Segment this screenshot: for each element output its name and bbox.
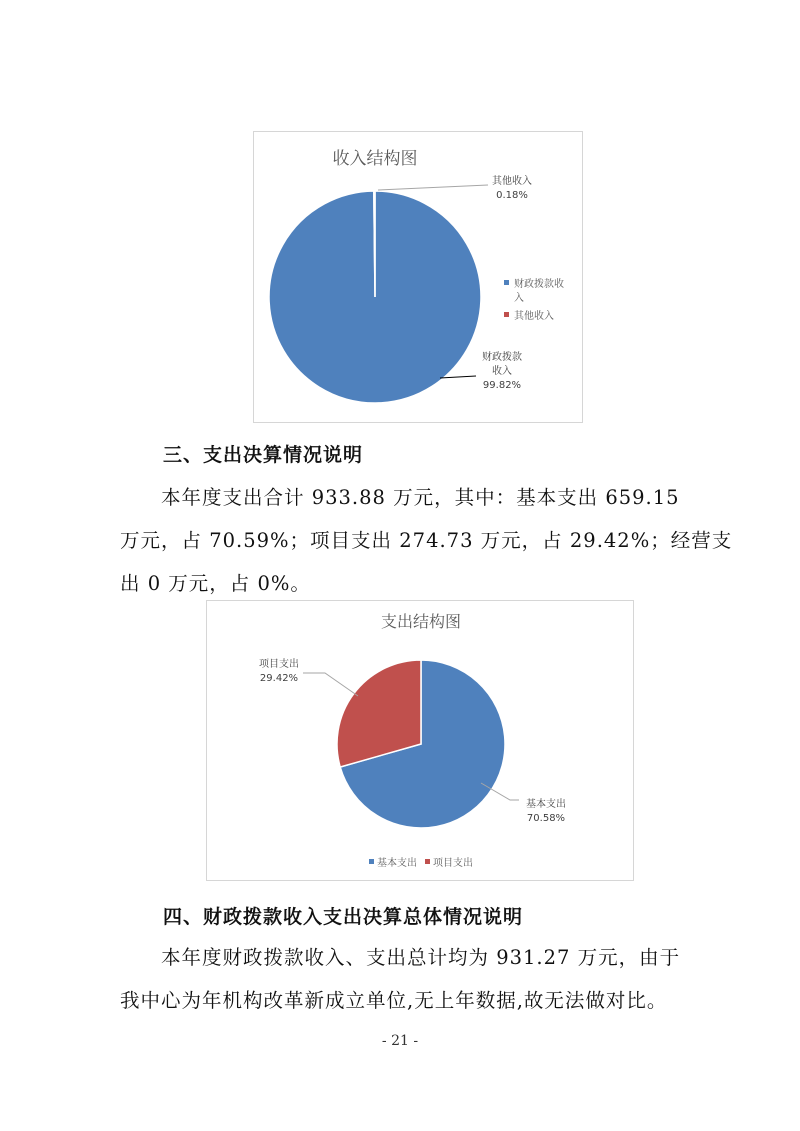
section-4-heading: 四、财政拨款收入支出决算总体情况说明 [163,906,524,928]
income-structure-chart [253,131,583,423]
section-3-paragraph [120,476,733,605]
legend-swatch-project [425,859,430,864]
expenditure-structure-chart [206,600,634,881]
label-basic-value: 70.58% [526,813,566,824]
label-basic-name: 基本支出 [526,799,566,810]
leader-line-project [303,673,358,696]
label-project-name: 项目支出 [259,659,299,670]
label-fiscal-income-value: 99.82% [482,380,522,391]
legend-label-other-income: 其他收入 [514,311,554,322]
leader-line-other-income [378,185,488,190]
paragraph-line: 本年度财政拨款收入、支出总计均为 931.27 万元，由于 [161,946,681,969]
legend-label-project: 项目支出 [433,858,473,869]
paragraph-line: 出 0 万元，占 0%。 [120,572,311,595]
label-fiscal-income-name-1: 财政拨款 [482,352,522,363]
label-fiscal-income-name-2: 收入 [492,366,512,377]
legend-swatch-other-income [504,312,509,317]
label-other-income-name: 其他收入 [492,176,532,187]
section-3-heading: 三、支出决算情况说明 [163,444,364,466]
legend-swatch-fiscal-income [504,280,509,285]
page-number: - 21 - [381,1033,419,1049]
legend-swatch-basic [369,859,374,864]
legend-label-fiscal-income-1: 财政拨款收 [514,279,564,290]
label-other-income-value: 0.18% [496,190,528,201]
legend-label-fiscal-income-2: 入 [514,293,524,304]
income-pie-svg [254,132,584,424]
chart2-title: 支出结构图 [380,612,462,631]
legend-label-basic: 基本支出 [377,858,417,869]
expenditure-pie-svg [207,601,635,882]
chart1-title: 收入结构图 [332,149,418,169]
section-4-paragraph [120,936,692,1022]
paragraph-line: 万元，占 70.59%；项目支出 274.73 万元，占 29.42%；经营支 [120,529,733,552]
label-project-value: 29.42% [259,673,299,684]
paragraph-line: 本年度支出合计 933.88 万元，其中：基本支出 659.15 [161,486,680,509]
paragraph-line: 我中心为年机构改革新成立单位,无上年数据,故无法做对比。 [120,989,668,1012]
